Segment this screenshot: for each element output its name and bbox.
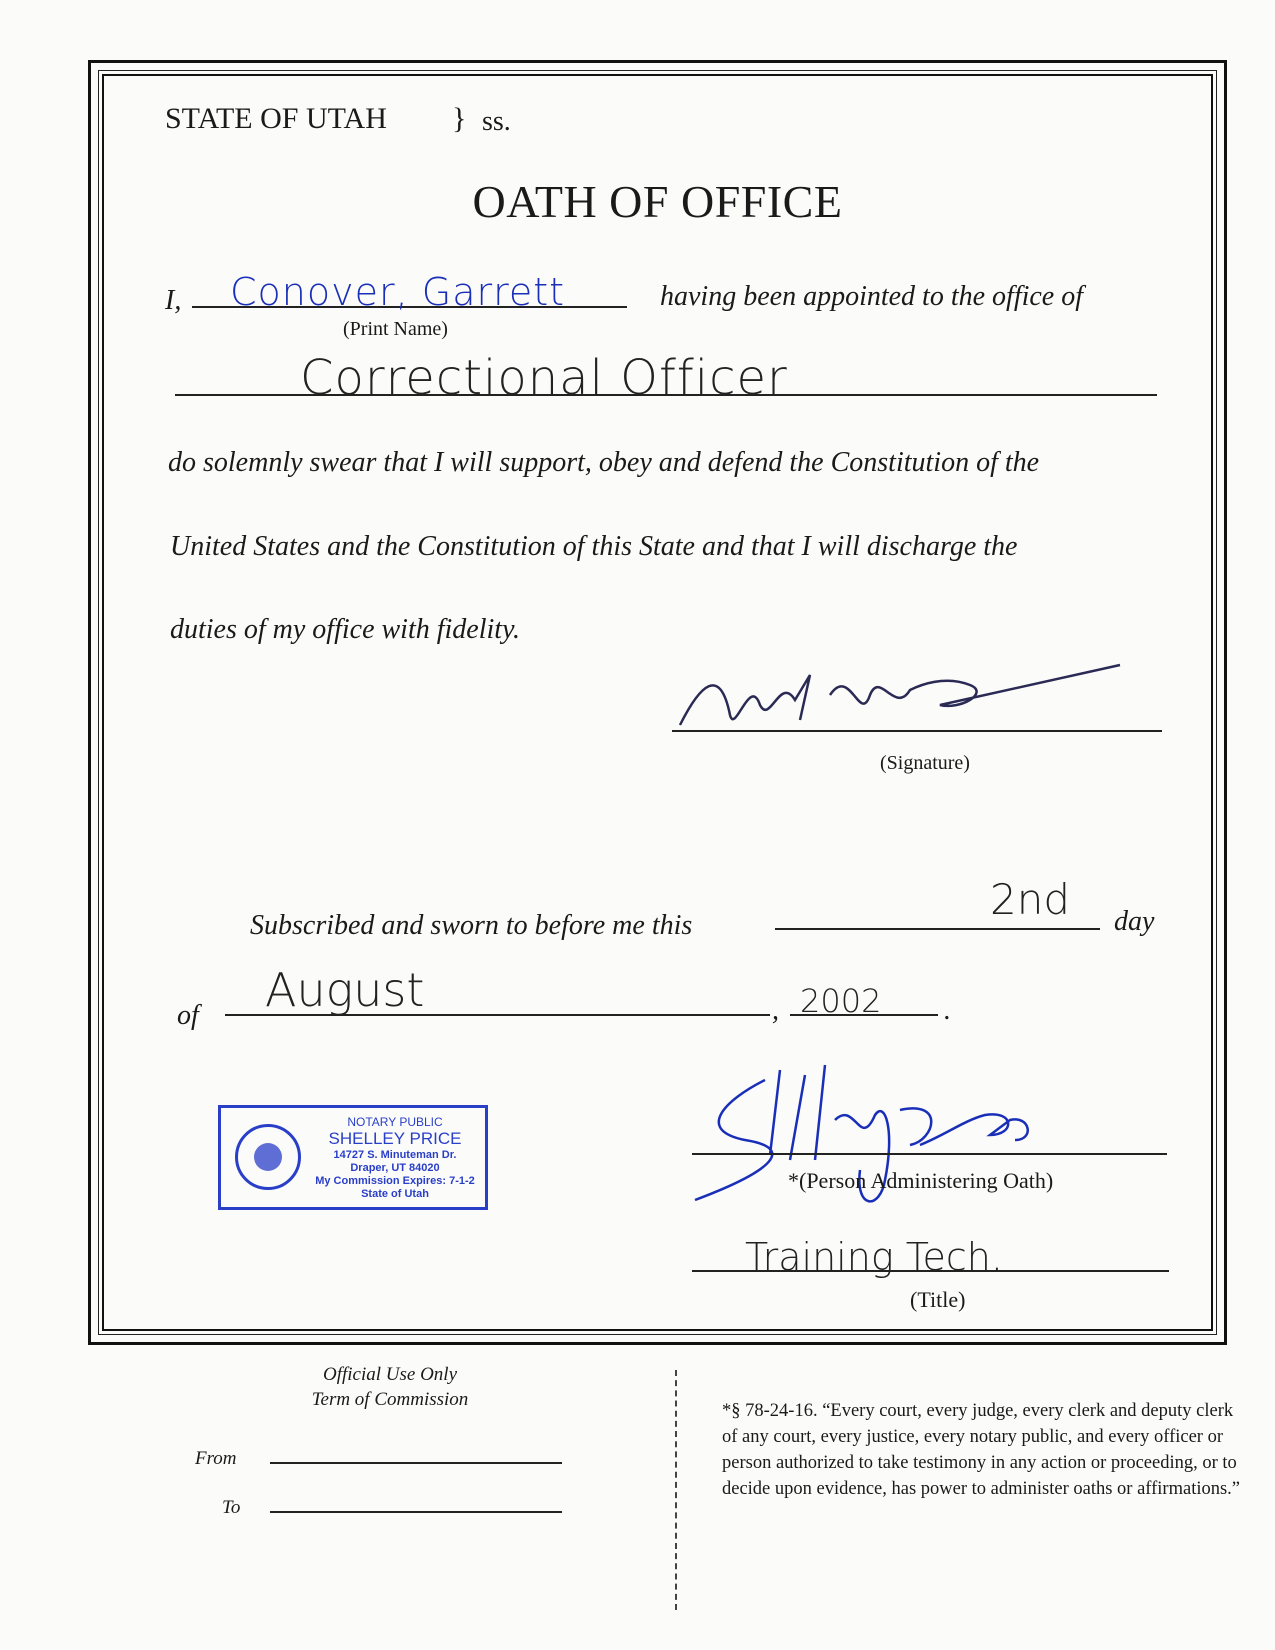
signature-line (672, 730, 1162, 732)
print-name-label: (Print Name) (343, 318, 448, 340)
stamp-line-2: SHELLEY PRICE (328, 1129, 462, 1148)
term-label: Term of Commission (311, 1389, 469, 1410)
stamp-line-6: State of Utah (361, 1188, 429, 1200)
day-value[interactable]: 2nd (990, 875, 1071, 924)
brace-glyph: } (452, 102, 467, 135)
stamp-line-5: My Commission Expires: 7-1-2 (315, 1175, 475, 1187)
period-glyph: . (944, 995, 951, 1026)
year-value[interactable]: 2002 (800, 982, 882, 1020)
administering-line (692, 1153, 1167, 1155)
subscribed-text: Subscribed and sworn to before me this (250, 910, 693, 941)
stamp-line-4: Draper, UT 84020 (350, 1162, 440, 1174)
i-label: I, (165, 285, 182, 316)
print-name-value[interactable]: Conover, Garrett (230, 270, 566, 314)
state-label: STATE OF UTAH (165, 102, 387, 135)
statute-text: *§ 78-24-16. “Every court, every judge, every clerk and deputy clerk of any court, every justice, every notary public, and every officer or person authorized to take testimony in any action or proceeding, or to decide upon evidence, has power to administer oaths or affirmations.” (722, 1401, 1241, 1499)
notary-stamp (218, 1105, 488, 1210)
footer-divider (675, 1370, 677, 1610)
stamp-line-1: NOTARY PUBLIC (347, 1115, 443, 1129)
from-label: From (195, 1448, 237, 1469)
to-line[interactable] (270, 1511, 562, 1513)
to-label: To (222, 1497, 241, 1518)
day-label: day (1114, 906, 1155, 937)
from-line[interactable] (270, 1462, 562, 1464)
title-value[interactable]: Training Tech. (745, 1235, 1003, 1279)
stamp-line-3: 14727 S. Minuteman Dr. (333, 1149, 457, 1161)
month-value[interactable]: August (265, 963, 425, 1017)
document-title: OATH OF OFFICE (472, 176, 843, 227)
oath-body-line-2: United States and the Constitution of this State and that I will discharge the (170, 531, 1018, 562)
office-value[interactable]: Correctional Officer (300, 350, 788, 406)
signature-label: (Signature) (880, 752, 970, 774)
day-line (775, 928, 1100, 930)
title-line (692, 1270, 1169, 1272)
comma-glyph: , (772, 995, 779, 1026)
state-seal-icon (235, 1124, 301, 1190)
title-label: (Title) (910, 1287, 966, 1312)
administering-label: *(Person Administering Oath) (788, 1168, 1054, 1193)
appointed-text: having been appointed to the office of (660, 281, 1084, 312)
official-use-label: Official Use Only (322, 1364, 458, 1385)
oath-body-line-3: duties of my office with fidelity. (170, 614, 520, 645)
of-label: of (177, 1000, 199, 1031)
oath-body-line-1: do solemnly swear that I will support, obey and defend the Constitution of the (168, 447, 1040, 478)
ss-label: ss. (482, 106, 511, 137)
